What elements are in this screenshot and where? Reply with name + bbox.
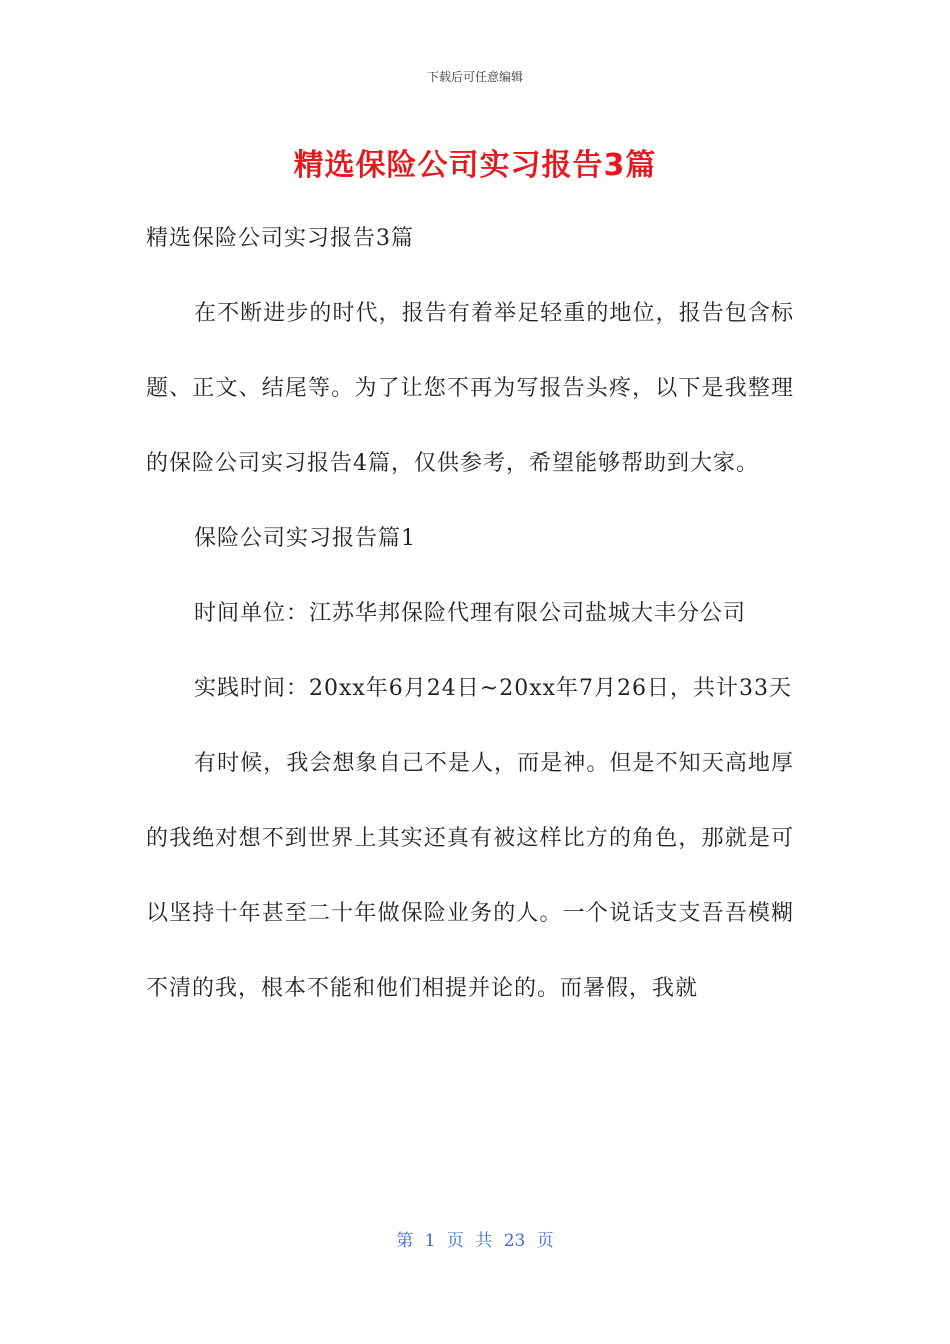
document-body [146, 201, 794, 1026]
header-note: 下载后可任意编辑 [426, 70, 523, 84]
time-unit-line: 时间单位：江苏华邦保险代理有限公司盐城大丰分公司 [194, 601, 747, 626]
page-number-footer: 第 1 页 共 23 页 [396, 1231, 554, 1251]
practice-time-line: 实践时间：20xx年6月24日~20xx年7月26日，共计33天 [194, 676, 793, 701]
section-heading: 保险公司实习报告篇1 [194, 526, 416, 551]
body-paragraph: 有时候，我会想象自己不是人，而是神。但是不知天高地厚的我绝对想不到世界上其实还真有被这样比方的角色，那就是可以坚持十年甚至二十年做保险业务的人。一个说话支支吾吾模糊不清的我，根本不能和他们相提并论的。而暑假，我就 [146, 751, 794, 1001]
subtitle-line: 精选保险公司实习报告3篇 [146, 226, 414, 251]
intro-paragraph: 在不断进步的时代，报告有着举足轻重的地位，报告包含标题、正文、结尾等。为了让您不再为写报告头疼，以下是我整理的保险公司实习报告4篇，仅供参考，希望能够帮助到大家。 [146, 301, 794, 476]
document-title: 精选保险公司实习报告3篇 [293, 148, 657, 183]
